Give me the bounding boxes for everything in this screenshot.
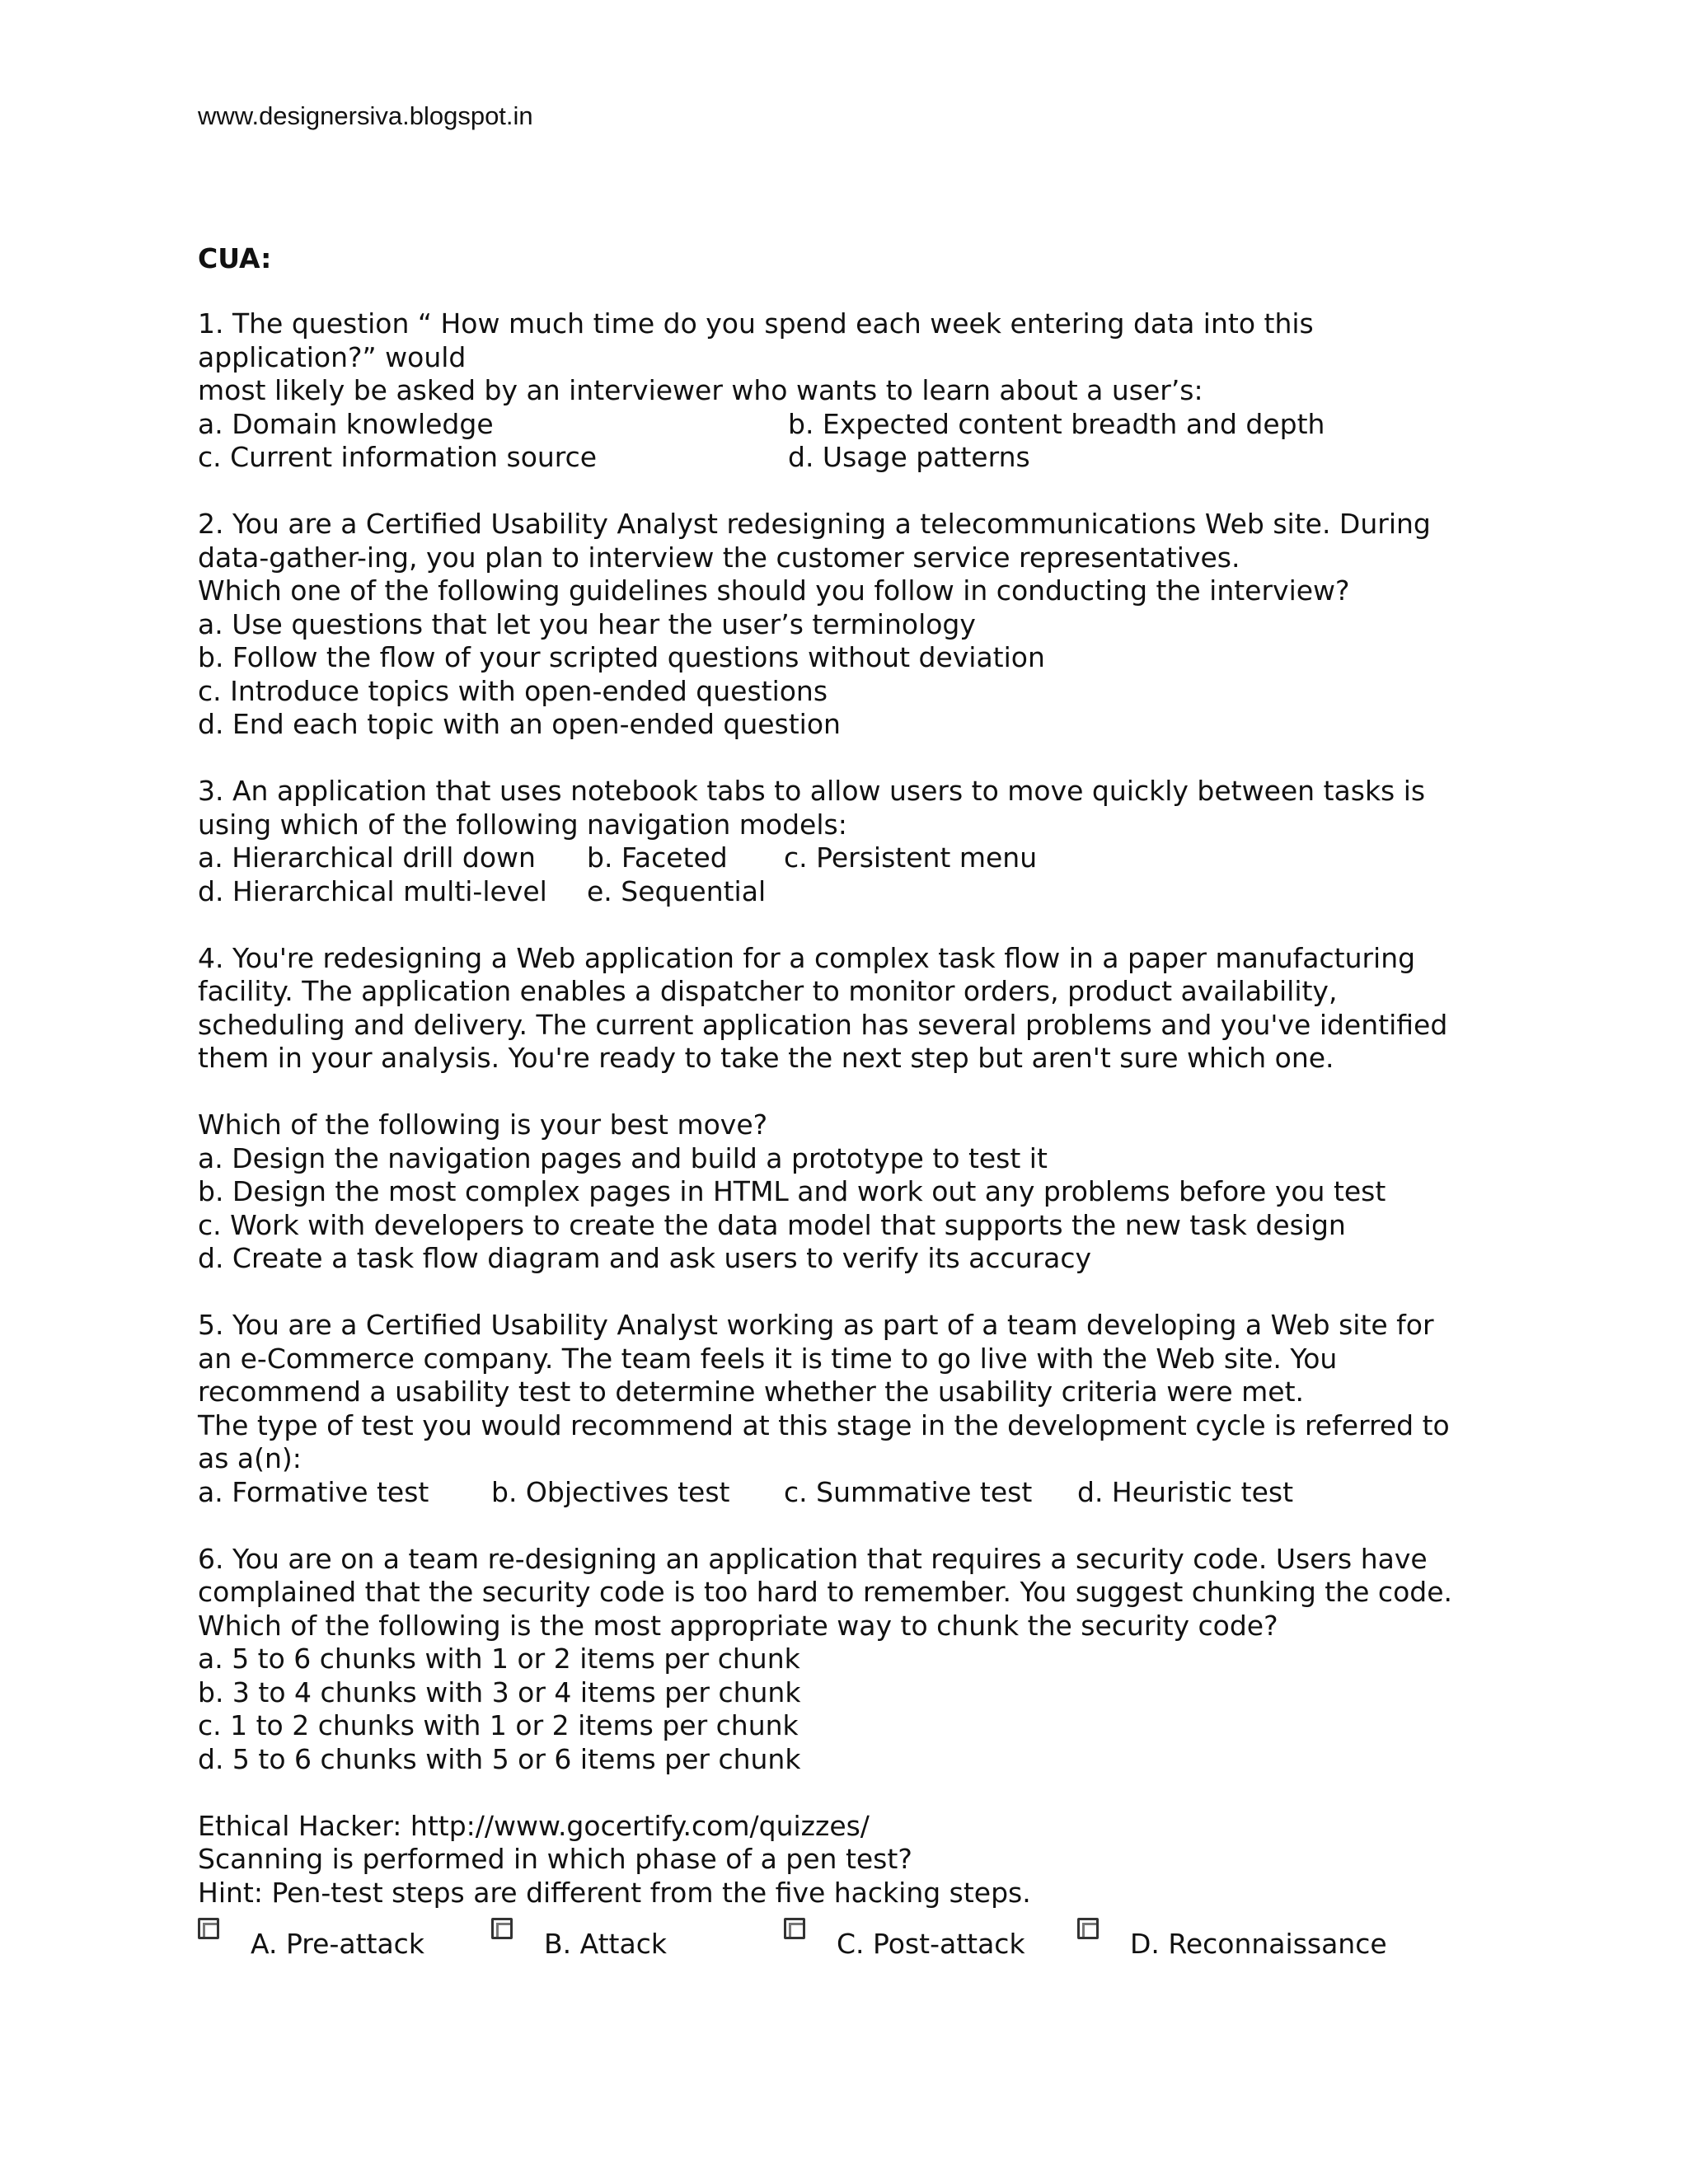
answer-option: e. Sequential [587, 874, 767, 907]
answer-option: c. Work with developers to create the data model that supports the new task design [198, 1208, 1346, 1241]
document-page [198, 99, 1517, 1960]
answer-option: a. Hierarchical drill down [198, 841, 536, 874]
question-text-line: Which of the following is the most appropriate way to chunk the security code? [198, 1609, 1278, 1642]
radio-button-icon[interactable] [1077, 1918, 1099, 1939]
answer-option: c. 1 to 2 chunks with 1 or 2 items per chunk [198, 1709, 799, 1741]
answer-option: d. End each topic with an open-ended question [198, 708, 841, 740]
radio-choices [198, 1915, 1517, 1960]
answer-option: d. Usage patterns [788, 441, 1030, 473]
answer-option: c. Summative test [784, 1475, 1033, 1508]
answer-option: a. 5 to 6 chunks with 1 or 2 items per chunk [198, 1643, 800, 1675]
question-text-line: 6. You are on a team re-designing an application that requires a security code. Users have [198, 1542, 1428, 1575]
question-text-line: The type of test you would recommend at this stage in the development cycle is referred to [198, 1408, 1450, 1441]
answer-option: b. Follow the flow of your scripted questions without deviation [198, 641, 1045, 673]
question-text-line: using which of the following navigation models: [198, 808, 847, 841]
answer-options-row [198, 875, 1517, 909]
answer-option: d. Create a task flow diagram and ask users to verify its accuracy [198, 1242, 1092, 1274]
question-text-line: Which of the following is your best move? [198, 1108, 768, 1141]
answer-option: b. Design the most complex pages in HTML and work out any problems before you test [198, 1175, 1386, 1207]
radio-choice-label: C. Post-attack [837, 1928, 1025, 1960]
answer-option: d. Heuristic test [1077, 1475, 1294, 1508]
answer-options-row [198, 1476, 1517, 1510]
question-text-line: Scanning is performed in which phase of a pen test? [198, 1843, 912, 1875]
answer-options-row [198, 841, 1517, 875]
question-3 [198, 775, 1517, 908]
answer-option: c. Current information source [198, 441, 598, 473]
question-6 [198, 1543, 1517, 1777]
question-text-line: 3. An application that uses notebook tabs to allow users to move quickly between tasks is [198, 775, 1426, 807]
answer-option: a. Use questions that let you hear the user’s terminology [198, 607, 976, 640]
question-text-line: scheduling and delivery. The current application has several problems and you've identified [198, 1008, 1448, 1041]
question-text-line: facility. The application enables a dispatcher to monitor orders, product availability, [198, 975, 1338, 1007]
question-text-line: data-gather-ing, you plan to interview the customer service representatives. [198, 541, 1240, 574]
question-text-line: most likely be asked by an interviewer who wants to learn about a user’s: [198, 374, 1203, 406]
radio-button-icon[interactable] [491, 1918, 513, 1939]
radio-choice-label: A. Pre-attack [251, 1928, 424, 1960]
answer-option: b. Expected content breadth and depth [788, 407, 1325, 440]
question-text-line: Which one of the following guidelines should you follow in conducting the interview? [198, 574, 1350, 607]
question-text-line: complained that the security code is too hard to remember. You suggest chunking the code. [198, 1576, 1452, 1608]
question-text-line: Ethical Hacker: http://www.gocertify.com/quizzes/ [198, 1809, 870, 1842]
question-text-line: 5. You are a Certified Usability Analyst working as part of a team developing a Web site for [198, 1309, 1434, 1341]
question-4 [198, 942, 1517, 1276]
question-text-line: 2. You are a Certified Usability Analyst redesigning a telecommunications Web site. During [198, 508, 1431, 540]
radio-button-icon[interactable] [198, 1918, 219, 1939]
radio-choice-label: B. Attack [544, 1928, 667, 1960]
answer-option: a. Domain knowledge [198, 407, 494, 440]
question-5 [198, 1309, 1517, 1509]
question-1 [198, 307, 1517, 475]
answer-option: d. 5 to 6 chunks with 5 or 6 items per chunk [198, 1742, 801, 1775]
question-text-line: as a(n): [198, 1442, 302, 1474]
answer-options-row [198, 441, 1517, 475]
question-text-line: an e-Commerce company. The team feels it is time to go live with the Web site. You [198, 1342, 1338, 1375]
answer-option: b. 3 to 4 chunks with 3 or 4 items per chunk [198, 1675, 801, 1708]
answer-option: b. Faceted [587, 841, 728, 874]
header-url: www.designersiva.blogspot.in [198, 101, 533, 130]
answer-options-row [198, 408, 1517, 442]
question-text-line: them in your analysis. You're ready to take the next step but aren't sure which one. [198, 1042, 1334, 1074]
answer-option: c. Introduce topics with open-ended questions [198, 674, 828, 707]
radio-button-icon[interactable] [784, 1918, 805, 1939]
ethical-hacker-question [198, 1810, 1517, 1958]
answer-option: c. Persistent menu [784, 841, 1038, 874]
section-title: CUA: [198, 242, 272, 274]
question-text-line: 1. The question “ How much time do you spend each week entering data into this [198, 307, 1314, 340]
question-text-line: Hint: Pen-test steps are different from the five hacking steps. [198, 1876, 1031, 1909]
answer-option: b. Objectives test [491, 1475, 730, 1508]
radio-choice-label: D. Reconnaissance [1130, 1928, 1387, 1960]
question-text-line: recommend a usability test to determine whether the usability criteria were met. [198, 1376, 1305, 1408]
answer-option: a. Design the navigation pages and build a prototype to test it [198, 1141, 1048, 1174]
answer-option: d. Hierarchical multi-level [198, 874, 547, 907]
answer-option: a. Formative test [198, 1475, 429, 1508]
question-2 [198, 508, 1517, 742]
question-text-line: 4. You're redesigning a Web application for a complex task flow in a paper manufacturing [198, 941, 1416, 974]
question-text-line: application?” would [198, 340, 467, 373]
